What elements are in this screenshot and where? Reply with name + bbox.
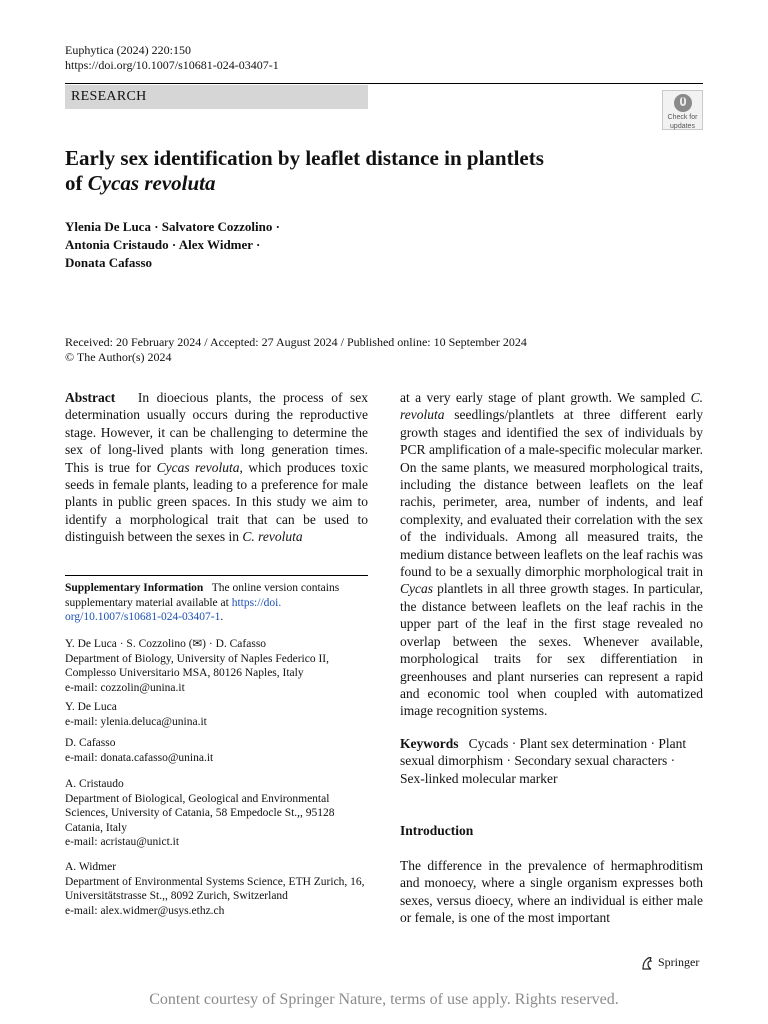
title-species: Cycas revoluta	[87, 171, 216, 195]
affiliation-names: A. Cristaudo	[65, 778, 124, 790]
affiliation-names: Y. De Luca	[65, 701, 117, 713]
abstract-italic-3: C. revoluta	[400, 390, 703, 423]
copyright-line: © The Author(s) 2024	[65, 350, 172, 364]
author-line-1[interactable]: Ylenia De Luca · Salvatore Cozzolino ·	[65, 219, 280, 234]
affiliation-email[interactable]: e-mail: ylenia.deluca@unina.it	[65, 715, 207, 728]
affiliation-3	[65, 736, 368, 765]
link-part-1[interactable]: https://doi.	[231, 596, 282, 609]
courtesy-notice: Content courtesy of Springer Nature, terms of use apply. Rights reserved.	[149, 991, 619, 1008]
journal-citation	[65, 43, 279, 73]
abstract-italic-2: C. revoluta	[242, 529, 303, 545]
title-line-1: Early sex identification by leaflet distance in plantlets	[65, 146, 544, 170]
article-title	[65, 146, 625, 196]
affiliation-email[interactable]: e-mail: cozzolin@unina.it	[65, 681, 185, 694]
doi-line[interactable]: https://doi.org/10.1007/s10681-024-03407-1	[65, 58, 279, 72]
link-part-2[interactable]: org/10.1007/s10681-024-03407-1	[65, 611, 221, 623]
author-list	[65, 218, 395, 272]
keywords	[400, 735, 703, 787]
journal-volume: Euphytica (2024) 220:150	[65, 43, 191, 57]
introduction-heading: Introduction	[400, 823, 474, 838]
author-line-3[interactable]: Donata Cafasso	[65, 255, 153, 270]
affiliation-address: Department of Biology, University of Naples Federico II, Complesso Universitario MSA, 80126 Naples, Italy	[65, 652, 330, 679]
publication-dates	[65, 335, 527, 365]
abstract-left	[65, 389, 368, 546]
supplementary-end: .	[220, 611, 224, 623]
introduction-paragraph: The difference in the prevalence of hermaphroditism and monoecy, where a single organism expresses both sexes, versus dioecy, where an individual is either male or female, is one of the most important	[400, 858, 703, 926]
title-of: of	[65, 171, 88, 195]
affiliation-email[interactable]: e-mail: donata.cafasso@unina.it	[65, 751, 214, 764]
affiliation-names: Y. De Luca · S. Cozzolino (✉) · D. Cafasso	[65, 638, 267, 650]
abstract-text-1: In dioecious plants, the process of sex determination usually occurs during the reproductive stage. However, it can be challenging to determine the sex of long-lived plants with long generation times. This is true for	[65, 390, 368, 475]
affiliation-2	[65, 700, 368, 729]
abstract-label: Abstract	[65, 390, 116, 405]
abstract-text-4: seedlings/plantlets at three different early growth stages and identified the sex of individuals by PCR amplification of a male-specific molecular marker. On the same plants, we measured morphological traits, including the distance between leaflets on the leaf rachis, perimeter, area, number of indents, and leaf complexity, and evaluated their correlation with the sex of the individuals. Among all measured traits, the medium distance between leaflets on the leaf rachis was found to be a sexually dimorphic morphological trait in	[400, 407, 703, 580]
affiliation-5	[65, 860, 368, 918]
supplementary-info	[65, 581, 368, 625]
affiliation-names: D. Cafasso	[65, 737, 116, 749]
badge-text-2: updates	[670, 123, 695, 130]
supplementary-text: The online version contains supplementary material available at	[65, 582, 340, 609]
badge-text-1: Check for	[667, 114, 698, 121]
affiliation-email[interactable]: e-mail: acristau@unict.it	[65, 836, 180, 848]
affiliation-email[interactable]: e-mail: alex.widmer@usys.ethz.ch	[65, 904, 225, 917]
footnote-rule	[65, 575, 368, 576]
publisher-logo	[640, 955, 699, 970]
abstract-italic-1: Cycas revoluta	[156, 459, 240, 475]
abstract-text-3: at a very early stage of plant growth. We sampled	[400, 390, 691, 405]
author-line-2[interactable]: Antonia Cristaudo · Alex Widmer ·	[65, 237, 261, 252]
affiliation-address: Department of Environmental Systems Science, ETH Zurich, 16, Universitätstrasse St.,, 8092 Zurich, Switzerland	[65, 875, 365, 902]
affiliation-4	[65, 777, 368, 850]
springer-horse-icon	[640, 956, 654, 970]
affiliation-1	[65, 637, 368, 695]
abstract-italic-4: Cycas	[400, 581, 433, 597]
supplementary-label: Supplementary Information	[65, 582, 204, 594]
abstract-right	[400, 389, 703, 720]
dates-line: Received: 20 February 2024 / Accepted: 27 August 2024 / Published online: 10 September 2024	[65, 335, 527, 349]
keywords-label: Keywords	[400, 736, 459, 751]
abstract-text-2: , which produces toxic seeds in female plants, leading to a preference for male plants in public green spaces. In this study we aim to identify a morphological trait that can be used to distinguish between the sexes in	[65, 459, 369, 545]
title-line-2	[65, 171, 625, 196]
affiliation-address: Department of Biological, Geological and Environmental Sciences, University of Catania, 58 Empedocle St.,, 95128 Catania, Italy	[65, 792, 335, 834]
publisher-name: Springer	[658, 955, 700, 969]
check-for-updates-badge[interactable]	[662, 90, 703, 130]
affiliation-names: A. Widmer	[65, 861, 117, 873]
abstract-text-5: plantlets in all three growth stages. In particular, the distance between leaflets on the leaf rachis in the upper part of the leaf in the first stage revealed no overlap between the sexes. Whenever available, morphological traits for sex differentiation in greenhouses and plant nurseries can represent a rapid and economic tool when coupled with automatized image recognition systems.	[400, 581, 703, 719]
crossmark-icon	[674, 94, 692, 112]
section-label: RESEARCH	[65, 85, 368, 109]
header-rule	[65, 83, 703, 84]
keywords-text: Cycads · Plant sex determination · Plant sexual dimorphism · Secondary sexual characters · Sex-linked molecular marker	[400, 736, 687, 786]
